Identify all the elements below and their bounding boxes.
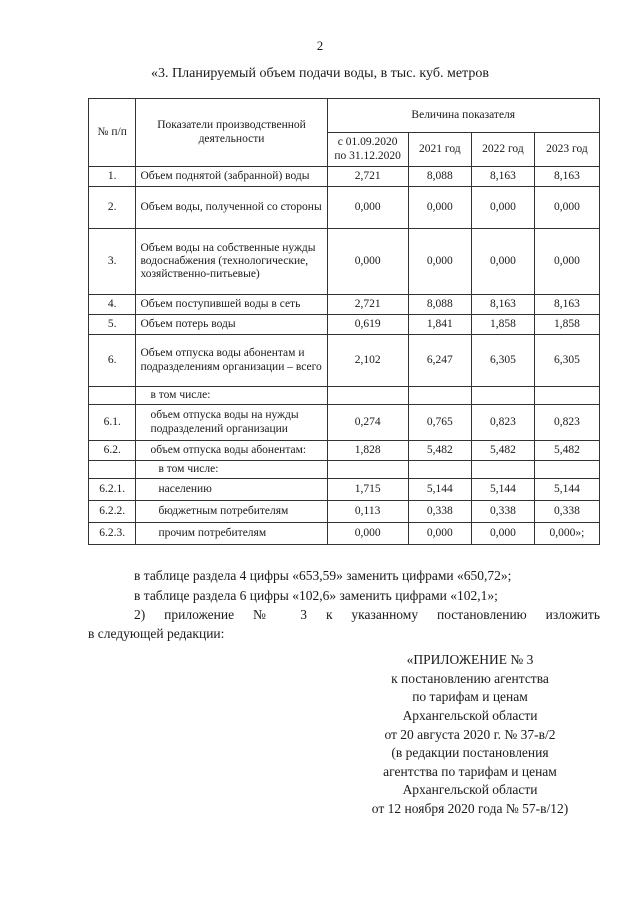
row-value: 0,823 [534, 405, 599, 441]
row-value [327, 461, 408, 479]
row-value: 0,113 [327, 501, 408, 523]
row-name: в том числе: [136, 387, 327, 405]
row-value: 6,305 [471, 335, 534, 387]
row-value: 0,000 [408, 229, 471, 295]
row-name: прочим потребителям [136, 523, 327, 545]
row-value [327, 387, 408, 405]
row-value: 8,088 [408, 295, 471, 315]
table-row [89, 229, 600, 295]
row-no: 3. [89, 229, 136, 295]
row-value: 0,619 [327, 315, 408, 335]
row-name: Объем отпуска воды абонентам и подразделениям организации – всего [136, 335, 327, 387]
row-value [534, 461, 599, 479]
table-row [89, 523, 600, 545]
row-value: 1,841 [408, 315, 471, 335]
appendix-line: Архангельской области [402, 707, 538, 723]
row-value: 8,088 [408, 167, 471, 187]
row-name: Объем воды на собственные нужды водоснабжения (технологические, хозяйственно-питьевые) [136, 229, 327, 295]
row-value: 6,305 [534, 335, 599, 387]
table-row [89, 479, 600, 501]
appendix-line: к постановлению агентства [391, 670, 549, 686]
row-no: 6.2.2. [89, 501, 136, 523]
row-value: 0,000 [327, 187, 408, 229]
table-row [89, 335, 600, 387]
row-value [471, 387, 534, 405]
row-value: 0,338 [471, 501, 534, 523]
row-name: в том числе: [136, 461, 327, 479]
row-value [408, 387, 471, 405]
row-value: 0,338 [408, 501, 471, 523]
col-header-2022: 2022 год [471, 133, 534, 167]
appendix-header-block [340, 651, 600, 819]
water-supply-table [88, 98, 600, 545]
table-row [89, 461, 600, 479]
table-row [89, 501, 600, 523]
appendix-title: «ПРИЛОЖЕНИЕ № 3 [406, 652, 534, 667]
row-name: объем отпуска воды абонентам: [136, 441, 327, 461]
row-value: 2,102 [327, 335, 408, 387]
header-row [89, 99, 600, 133]
row-no: 6.2.3. [89, 523, 136, 545]
table-row [89, 187, 600, 229]
col-header-2023: 2023 год [534, 133, 599, 167]
row-no: 2. [89, 187, 136, 229]
appendix-line: агентства по тарифам и ценам [383, 763, 557, 779]
appendix-line: от 20 августа 2020 г. № 37-в/2 [384, 726, 556, 742]
row-value [471, 461, 534, 479]
table-row [89, 167, 600, 187]
row-value: 0,823 [471, 405, 534, 441]
row-no: 6.1. [89, 405, 136, 441]
row-value: 8,163 [534, 167, 599, 187]
row-no: 5. [89, 315, 136, 335]
col-header-period: с 01.09.2020 по 31.12.2020 [327, 133, 408, 167]
appendix-line: Архангельской области [402, 782, 538, 798]
row-value: 0,338 [534, 501, 599, 523]
appendix-line: (в редакции постановления [391, 745, 549, 761]
row-value: 1,858 [534, 315, 599, 335]
row-no: 6.2.1. [89, 479, 136, 501]
row-no: 4. [89, 295, 136, 315]
row-name: Объем воды, полученной со стороны [136, 187, 327, 229]
row-name: Объем поступившей воды в сеть [136, 295, 327, 315]
row-value: 2,721 [327, 295, 408, 315]
appendix-line: по тарифам и ценам [412, 689, 528, 705]
row-no [89, 461, 136, 479]
amendment-paragraph: в следующей редакции: [88, 626, 225, 641]
amendment-paragraph: 2) приложение № 3 к указанному постановлению изложить [134, 607, 600, 622]
table-row [89, 387, 600, 405]
row-value: 0,000 [408, 523, 471, 545]
row-value: 0,000 [327, 229, 408, 295]
row-value: 0,000 [471, 523, 534, 545]
amendment-paragraph: в таблице раздела 4 цифры «653,59» заменить цифрами «650,72»; [134, 568, 512, 583]
row-value: 0,000 [471, 229, 534, 295]
col-header-2021: 2021 год [408, 133, 471, 167]
row-value: 1,858 [471, 315, 534, 335]
table-row [89, 315, 600, 335]
row-value [534, 387, 599, 405]
row-value: 0,000 [534, 229, 599, 295]
row-name: бюджетным потребителям [136, 501, 327, 523]
table-row [89, 405, 600, 441]
row-value: 0,000 [471, 187, 534, 229]
col-header-indicator: Показатели производственной деятельности [136, 99, 327, 167]
row-value: 5,482 [408, 441, 471, 461]
page-number: 2 [316, 38, 324, 53]
row-value: 5,482 [471, 441, 534, 461]
row-no: 6. [89, 335, 136, 387]
row-name: объем отпуска воды на нужды подразделений организации [136, 405, 327, 441]
row-value: 5,482 [534, 441, 599, 461]
amendment-paragraph: в таблице раздела 6 цифры «102,6» заменить цифрами «102,1»; [134, 588, 498, 603]
col-header-value-group: Величина показателя [327, 99, 599, 133]
table-row [89, 441, 600, 461]
row-value: 1,715 [327, 479, 408, 501]
row-value: 1,828 [327, 441, 408, 461]
row-value: 8,163 [471, 295, 534, 315]
row-no: 6.2. [89, 441, 136, 461]
row-value: 0,765 [408, 405, 471, 441]
col-header-no: № п/п [89, 99, 136, 167]
row-name: Объем потерь воды [136, 315, 327, 335]
row-value [408, 461, 471, 479]
row-value: 5,144 [534, 479, 599, 501]
row-name: населению [136, 479, 327, 501]
row-value: 0,000 [534, 187, 599, 229]
row-value: 2,721 [327, 167, 408, 187]
row-value: 0,000»; [534, 523, 599, 545]
table-row [89, 295, 600, 315]
row-name: Объем поднятой (забранной) воды [136, 167, 327, 187]
row-value: 8,163 [534, 295, 599, 315]
appendix-line: от 12 ноября 2020 года № 57-в/12) [371, 801, 569, 816]
row-no: 1. [89, 167, 136, 187]
row-value: 5,144 [408, 479, 471, 501]
row-value: 0,274 [327, 405, 408, 441]
row-no [89, 387, 136, 405]
row-value: 0,000 [327, 523, 408, 545]
table-title: «3. Планируемый объем подачи воды, в тыс. куб. метров [151, 66, 489, 81]
row-value: 5,144 [471, 479, 534, 501]
row-value: 6,247 [408, 335, 471, 387]
row-value: 0,000 [408, 187, 471, 229]
row-value: 8,163 [471, 167, 534, 187]
